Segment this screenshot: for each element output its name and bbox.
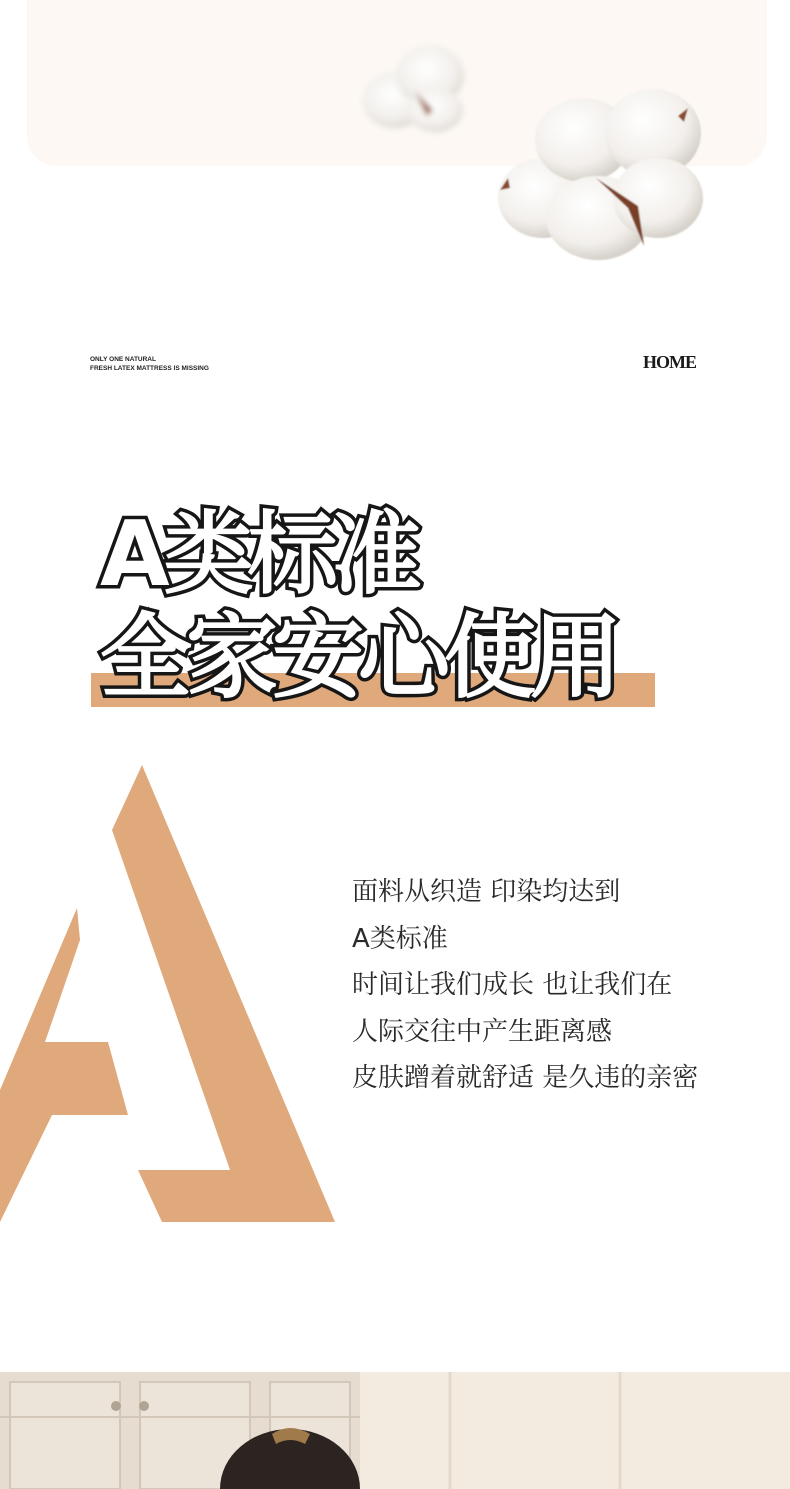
headline-line-2: 全家安心使用 — [100, 604, 617, 711]
description-line-5: 皮肤蹭着就舒适 是久违的亲密 — [352, 1063, 699, 1093]
cotton-flower-small-image — [355, 30, 475, 140]
brand-logo: HOME — [643, 352, 696, 372]
description-line-1: 面料从织造 印染均达到 — [352, 877, 621, 907]
grade-a-graphic — [0, 760, 340, 1230]
tagline-line-1: ONLY ONE NATURAL — [90, 356, 156, 363]
cotton-flower-large-image — [488, 78, 718, 268]
description-line-4: 人际交往中产生距离感 — [352, 1016, 613, 1047]
headline-line-1: A类标准 — [100, 502, 416, 607]
description-line-3: 时间让我们成长 也让我们在 — [352, 970, 673, 1000]
description — [352, 869, 772, 1102]
description-line-2: A类标准 — [352, 923, 448, 954]
bedroom-photo — [0, 1372, 790, 1489]
tagline — [90, 355, 209, 373]
tagline-line-2: FRESH LATEX MATTRESS IS MISSING — [90, 365, 209, 372]
